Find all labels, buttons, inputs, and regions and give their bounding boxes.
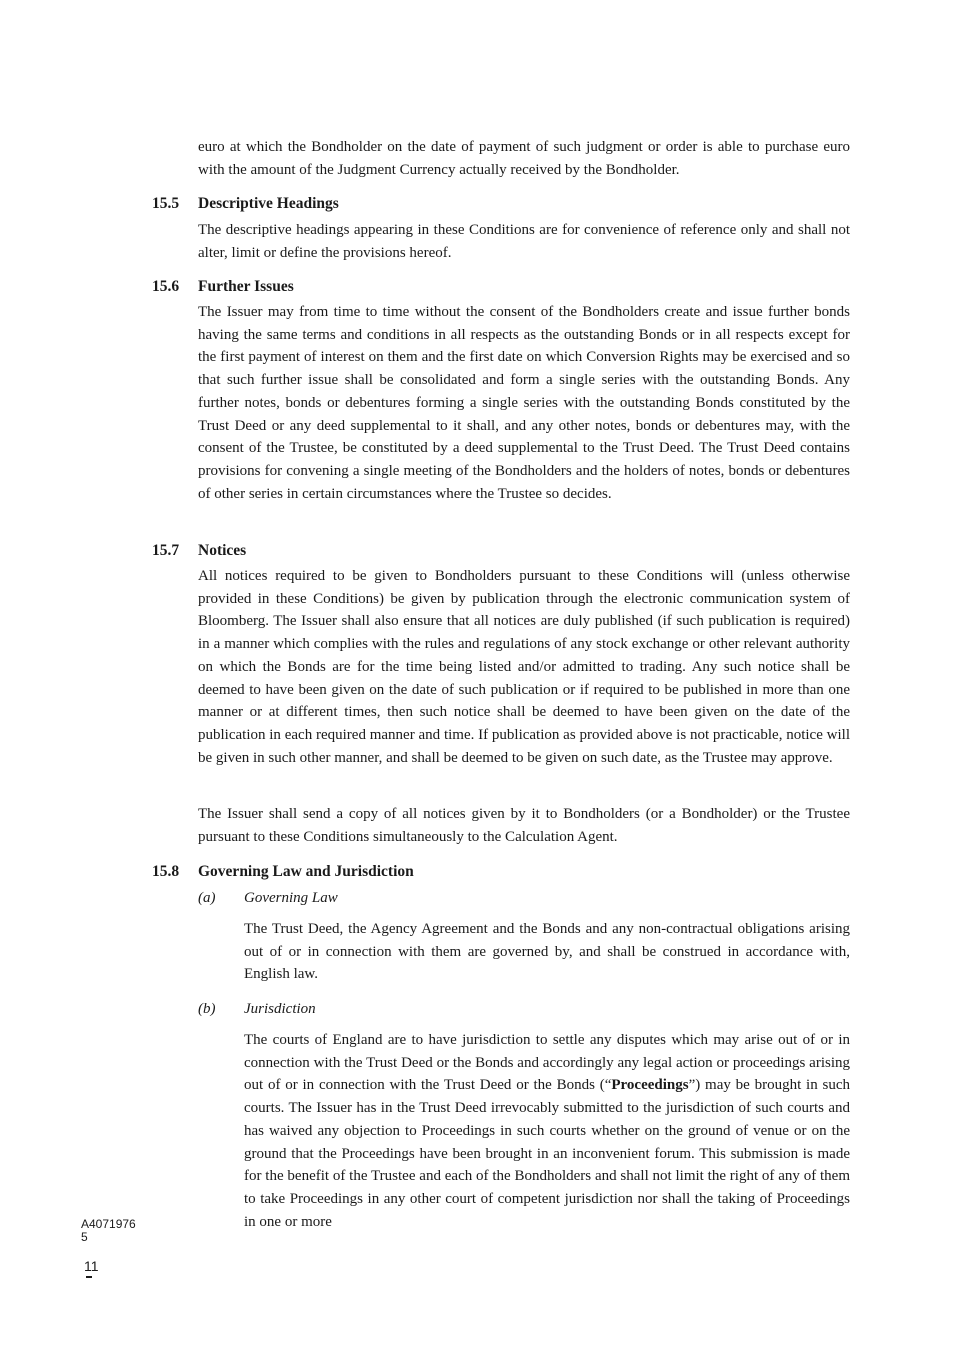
footer-mark — [86, 1276, 92, 1278]
section-paragraph: The Issuer may from time to time without the consent of the Bondholders create and issue further bonds having the same terms and conditions in all respects as the outstanding Bonds or in all respects except for the first payment of interest on them and the first date on which Conversion Rights may be exercised and so that such further issue shall be consolidated and form a single series with the outstanding Bonds. Any further notes, bonds or debentures forming a single series with the outstanding Bonds constituted by the Trust Deed or any deed supplemental to it shall, and any other notes, bonds or debentures may, with the consent of the Trustee, be constituted by a deed supplemental to the Trust Deed. The Trust Deed contains provisions for convening a single meeting of the Bondholders and the holders of notes, bonds or debentures of other series in certain circumstances where the Trustee so decides. — [198, 304, 850, 502]
section-number: 15.8 — [152, 863, 180, 880]
subsection-label: (a) — [198, 890, 216, 906]
document-reference — [81, 1218, 151, 1244]
section-number: 15.5 — [152, 195, 180, 212]
section-number: 15.7 — [152, 542, 180, 559]
section-title: Descriptive Headings — [198, 195, 339, 212]
subsection-heading-b — [198, 998, 316, 1020]
subsection-heading-a — [198, 887, 338, 909]
document-reference-line: A4071976 — [81, 1217, 136, 1231]
section-number: 15.6 — [152, 278, 180, 295]
subsection-label: (b) — [198, 1001, 216, 1017]
section-heading-15-6 — [152, 276, 294, 298]
document-reference-line: 5 — [81, 1230, 88, 1244]
section-heading-15-7 — [152, 540, 246, 562]
section-heading-15-5 — [152, 193, 339, 215]
section-title: Further Issues — [198, 278, 294, 295]
section-paragraph: The Issuer shall send a copy of all notices given by it to Bondholders (or a Bondholder) or the Trustee pursuant to these Conditions simultaneously to the Calculation Agent. — [198, 806, 850, 845]
text-after-term: ”) may be brought in such courts. The Issuer has in the Trust Deed irrevocably submitted to the jurisdiction of such courts and has waived any objection to Proceedings in such courts whether on the ground of venue or on the ground that the Proceedings have been brought in an inconvenient forum. This submission is made for the benefit of the Trustee and each of the Bondholders and shall not limit the right of any of them to take Proceedings in any other court of competent jurisdiction nor shall the taking of Proceedings in one or more — [244, 1077, 850, 1230]
subsection-title: Governing Law — [244, 890, 338, 906]
section-paragraph: All notices required to be given to Bondholders pursuant to these Conditions will (unless otherwise provided in these Conditions) be given by publication through the electronic communication system of Bloomberg. The Issuer shall also ensure that all notices are duly published (if such publication is required) in a manner which complies with the rules and regulations of any stock exchange or other relevant authority on which the Bonds are for the time being listed and/or admitted to trading. Any such notice shall be deemed to have been given on the date of such publication or if required to be published in more than one manner or at different times, then such notice shall be deemed to have been given on the date of the publication in each required manner and time. If publication as provided above is not practicable, notice will be given in such other manner, and shall be deemed to be given on such date, as the Trustee may approve. — [198, 568, 850, 766]
subsection-paragraph — [244, 1029, 850, 1233]
section-title: Governing Law and Jurisdiction — [198, 863, 414, 880]
page-number: 11 — [84, 1258, 99, 1274]
section-heading-15-8 — [152, 861, 414, 883]
section-title: Notices — [198, 542, 247, 559]
subsection-title: Jurisdiction — [244, 1001, 316, 1017]
section-paragraph: The descriptive headings appearing in these Conditions are for convenience of reference only and shall not alter, limit or define the provisions hereof. — [198, 222, 850, 261]
defined-term: Proceedings — [611, 1077, 689, 1094]
subsection-paragraph: The Trust Deed, the Agency Agreement and the Bonds and any non-contractual obligations arising out of or in connection with them are governed by, and shall be construed in accordance with, English law. — [244, 921, 850, 983]
continuation-paragraph: euro at which the Bondholder on the date of payment of such judgment or order is able to purchase euro with the amount of the Judgment Currency actually received by the Bondholder. — [198, 139, 850, 178]
text-before-term: The courts of England are to have jurisdiction to settle any disputes which may arise out of or in connection with the Trust Deed or the Bonds and accordingly any legal action or proceedings arising out of or in connection with the Trust Deed or the Bonds (“ — [244, 1032, 850, 1094]
